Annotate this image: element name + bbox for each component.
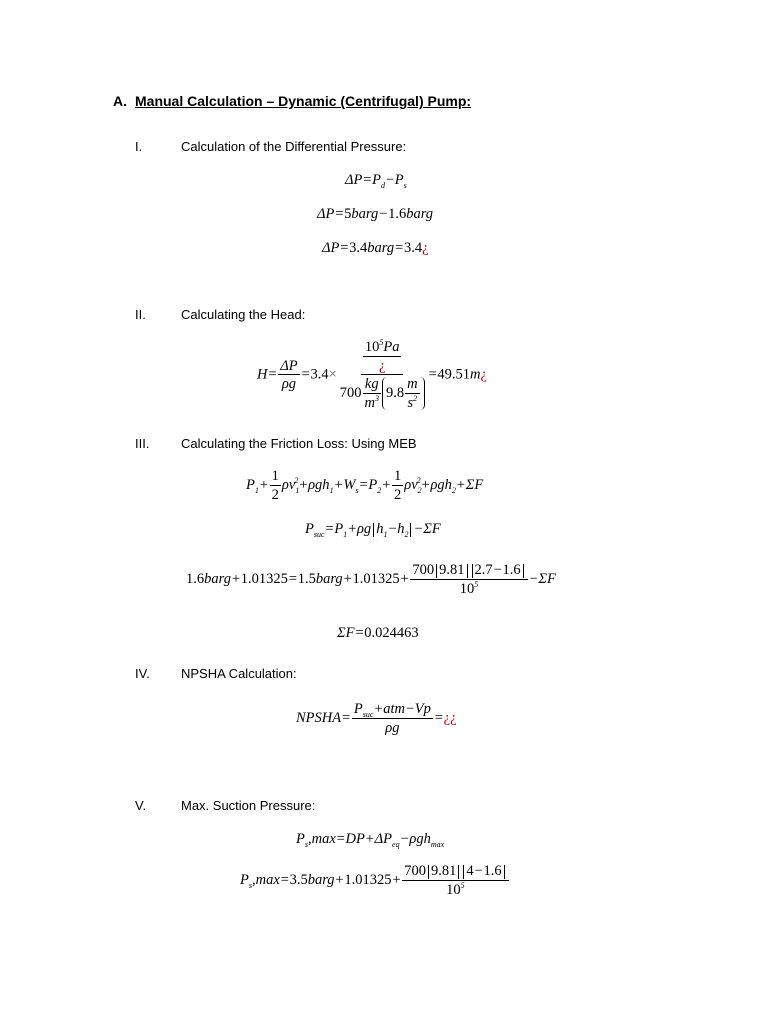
heading-title: Manual Calculation – Dynamic (Centrifugal) Pump: [135,93,472,109]
section-title: Calculation of the Differential Pressure: [181,139,407,154]
equation-head: H= $\frac{\Delta P}{\rho g}$ =3.4× $\frac{10^5Pa}{¿}$ 700 $\frac{kg}{m^3}$ 9.8 $\frac{m}{s^2}$ =49.51m¿ [257,338,487,411]
equation-dp-definition: $\Delta P=P_d-P_s$ [345,172,407,190]
equation-dp-result: ΔP=3.4barg=3.4¿ [322,240,429,256]
equation-max-suction-definition: $P_s,\max=DP+\Delta P_{eq}-\rho gh_{max}$ [296,831,445,849]
section-title: Max. Suction Pressure: [181,798,316,813]
section-title: Calculating the Friction Loss: Using MEB [181,436,417,451]
equation-npsha: NPSHA= $\frac{P_{suc}+atm-Vp}{\rho g}$ =¿¿ [296,701,457,736]
section-title: Calculating the Head: [181,307,306,322]
section-heading [113,93,471,109]
section-title: NPSHA Calculation: [181,666,297,681]
section-number: V. [135,798,147,813]
section-number: I. [135,139,143,154]
equation-mechanical-energy-balance: $P_1+$ $\frac{1}{2}$ $\rho v_1^2+\rho gh_1+W_s=P_2+$ $\frac{1}{2}$ $\rho v_2^2+\rho gh_2+\Sigma F$ [246,468,484,503]
equation-friction-substitution: 1.6barg+1.01325=1.5barg+1.01325+ $\frac{700 9.81 2.7-1.6}{10^5}$ −ΣF [186,562,556,597]
equation-psuc: $P_{suc}=P_1+\rho g$ $h_1-h_2 -\Sigma F$ [305,521,441,539]
section-number: II. [135,307,146,322]
section-number: III. [135,436,150,451]
equation-friction-result: ΣF=0.024463 [337,625,419,641]
heading-marker: A. [113,93,127,109]
equation-max-suction-substitution: $P_s,\max=3.5barg+1.01325+$ $\frac{700 9.81 4-1.6}{10^5}$ [240,864,510,897]
equation-dp-substitution: ΔP=5barg−1.6barg [317,206,434,222]
section-number: IV. [135,666,150,681]
